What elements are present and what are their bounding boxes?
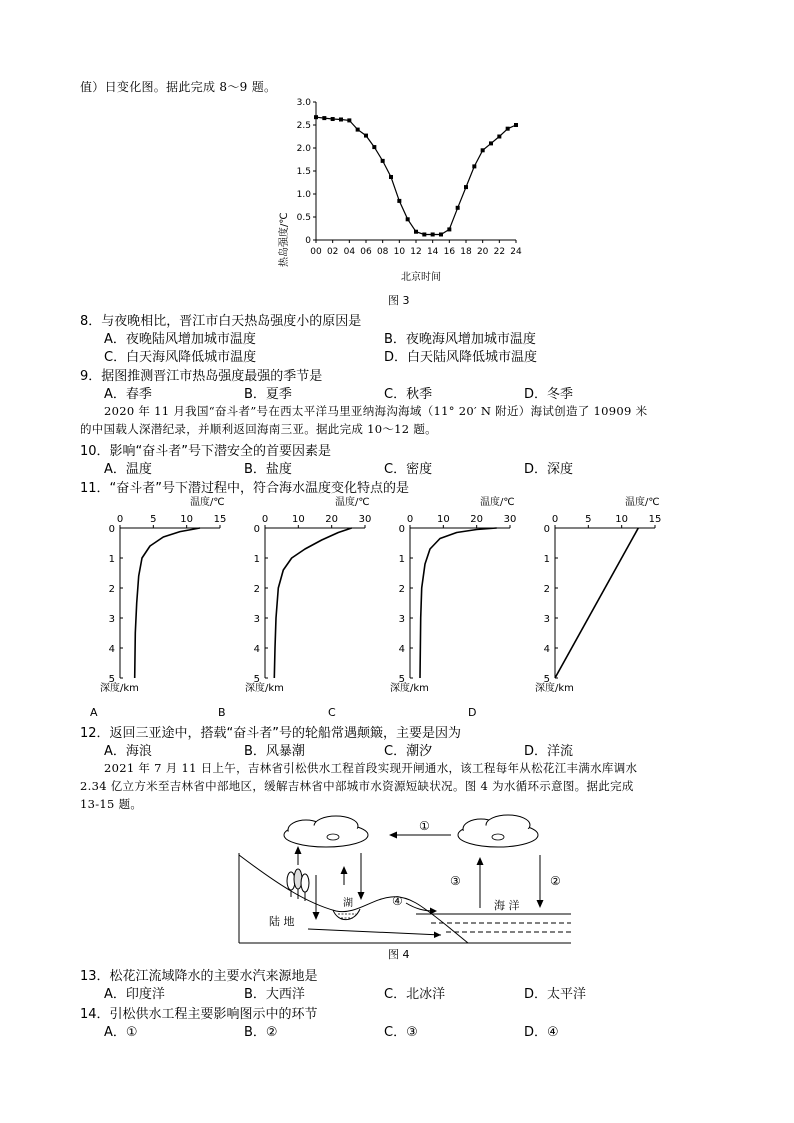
q11-depth-tick-label: 0 xyxy=(398,524,405,535)
land-surface xyxy=(239,855,468,943)
fig3-data-point xyxy=(322,116,326,120)
q11-depth-tick-label: 3 xyxy=(398,614,405,625)
fig3-x-tick-label: 20 xyxy=(476,247,489,257)
q10-stem: 10．影响“奋斗者”号下潜安全的首要因素是 xyxy=(80,444,332,459)
lake-label: 湖 xyxy=(343,898,353,909)
q9-option-b[interactable]: B．夏季 xyxy=(244,387,292,402)
q11-temp-tick-label: 10 xyxy=(180,514,194,525)
q11-depth-tick-label: 2 xyxy=(253,584,260,595)
fig3-data-point xyxy=(347,118,351,122)
q11-depth-tick-label: 3 xyxy=(253,614,260,625)
fig3-data-point xyxy=(397,199,401,203)
q11-temp-tick-label: 15 xyxy=(213,514,227,525)
fig3-data-point xyxy=(339,117,343,121)
q14-option-b[interactable]: B．② xyxy=(244,1025,278,1040)
arrow-1-head xyxy=(389,832,397,839)
fig3-x-tick-label: 18 xyxy=(460,247,472,257)
q8-option-b[interactable]: B．夜晚海风增加城市温度 xyxy=(384,332,536,347)
fig3-y-tick-label: 0 xyxy=(305,236,311,246)
fig3-y-tick-label: 1.0 xyxy=(296,190,311,200)
q11-profile-curve xyxy=(274,528,351,678)
q8-stem: 8．与夜晚相比，晋江市白天热岛强度小的原因是 xyxy=(80,314,362,329)
fig4-water-cycle-diagram xyxy=(236,813,576,945)
trees-icon xyxy=(287,869,309,901)
passage2-line1: 2020 年 11 月我国“奋斗者”号在西太平洋马里亚纳海沟海域（11° 20′ N 附近）海试创造了 10909 米 xyxy=(104,404,648,418)
q11-charts xyxy=(80,493,700,718)
fig3-data-point xyxy=(431,232,435,236)
fig3-data-point xyxy=(364,134,368,138)
fig3-y-tick-label: 2.5 xyxy=(296,121,311,131)
fig3-data-point xyxy=(472,164,476,168)
q11-temp-tick-label: 15 xyxy=(648,514,662,525)
q11-depth-tick-label: 5 xyxy=(108,674,115,685)
fig3-x-tick-label: 10 xyxy=(393,247,406,257)
fig3-data-point xyxy=(464,185,468,189)
fig3-data-point xyxy=(414,230,418,234)
q12-option-b[interactable]: B．风暴潮 xyxy=(244,744,305,759)
q14-option-a[interactable]: A．① xyxy=(104,1025,138,1040)
q10-option-c[interactable]: C．密度 xyxy=(384,462,433,477)
label-3: ③ xyxy=(450,874,461,888)
q11-option-letter: B xyxy=(218,706,226,718)
q11-temp-tick-label: 10 xyxy=(615,514,629,525)
fig3-y-tick-label: 0.5 xyxy=(296,213,311,223)
q11-temp-tick-label: 10 xyxy=(436,514,450,525)
q11-profile-curve xyxy=(555,528,638,678)
fig3-data-point xyxy=(406,217,410,221)
q11-depth-label: 深度/km xyxy=(390,683,429,694)
label-2: ② xyxy=(550,874,561,888)
cloud-right xyxy=(458,815,538,847)
arrow-4 xyxy=(406,903,434,911)
fig3-data-point xyxy=(481,148,485,152)
q11-temp-label: 温度/℃ xyxy=(190,497,225,508)
q11-temp-tick-label: 20 xyxy=(325,514,339,525)
q11-temp-label: 温度/℃ xyxy=(625,497,660,508)
fig3-ylabel: 热岛强度/℃ xyxy=(279,212,290,267)
q11-depth-label: 深度/km xyxy=(245,683,284,694)
fig3-data-point xyxy=(489,141,493,145)
q11-stem: 11．“奋斗者”号下潜过程中，符合海水温度变化特点的是 xyxy=(80,481,410,496)
fig3-y-tick-label: 2.0 xyxy=(296,144,311,154)
fig3-data-point xyxy=(514,123,518,127)
fig3-data-point xyxy=(372,145,376,149)
q8-option-d[interactable]: D．白天陆风降低城市温度 xyxy=(384,350,538,365)
fig3-data-point xyxy=(381,159,385,163)
intro-text: 值）日变化图。据此完成 8～9 题。 xyxy=(80,80,277,94)
q11-depth-tick-label: 5 xyxy=(543,674,550,685)
q11-depth-tick-label: 2 xyxy=(108,584,115,595)
fig3-x-tick-label: 16 xyxy=(443,247,456,257)
fig3-x-tick-label: 02 xyxy=(326,247,339,257)
fig3-x-tick-label: 22 xyxy=(493,247,506,257)
q11-temp-tick-label: 0 xyxy=(261,514,269,525)
groundwater-arrowhead xyxy=(434,932,441,939)
q11-depth-tick-label: 0 xyxy=(108,524,115,535)
q11-temp-tick-label: 30 xyxy=(503,514,517,525)
q11-chart-b xyxy=(218,495,371,718)
passage3-line3: 13-15 题。 xyxy=(80,797,143,811)
fig3-x-tick-label: 08 xyxy=(376,247,389,257)
q11-depth-tick-label: 2 xyxy=(543,584,550,595)
groundwater-arrow xyxy=(308,929,441,935)
fig3-data-point xyxy=(497,135,501,139)
arrow-3-head xyxy=(477,857,484,865)
q9-option-c[interactable]: C．秋季 xyxy=(384,387,433,402)
q11-depth-tick-label: 0 xyxy=(253,524,260,535)
fig3-x-tick-label: 14 xyxy=(426,247,439,257)
q11-depth-label: 深度/km xyxy=(100,683,139,694)
q11-temp-label: 温度/℃ xyxy=(335,497,370,508)
q9-stem: 9．据图推测晋江市热岛强度最强的季节是 xyxy=(80,369,323,384)
q13-option-d[interactable]: D．太平洋 xyxy=(524,987,587,1002)
q11-depth-tick-label: 0 xyxy=(543,524,550,535)
q11-depth-tick-label: 5 xyxy=(253,674,260,685)
q11-depth-tick-label: 1 xyxy=(398,554,405,565)
fig3-caption: 图 3 xyxy=(388,294,410,307)
fig3-series-line xyxy=(316,117,516,234)
q10-option-d[interactable]: D．深度 xyxy=(524,462,574,477)
q13-stem: 13．松花江流域降水的主要水汽来源地是 xyxy=(80,969,318,984)
q11-depth-tick-label: 3 xyxy=(108,614,115,625)
arrow-2-head xyxy=(537,900,544,908)
land-label: 陆 地 xyxy=(269,915,295,928)
arrow-4-head xyxy=(430,908,437,915)
q11-temp-tick-label: 0 xyxy=(116,514,124,525)
label-4: ④ xyxy=(392,894,403,908)
fig3-x-tick-label: 06 xyxy=(360,247,372,257)
passage2-line2: 的中国载人深潜纪录，并顺利返回海南三亚。据此完成 10～12 题。 xyxy=(80,422,437,436)
q11-depth-tick-label: 2 xyxy=(398,584,405,595)
q8-option-a[interactable]: A．夜晚陆风增加城市温度 xyxy=(104,332,256,347)
fig3-data-point xyxy=(389,175,393,179)
q11-temp-tick-label: 5 xyxy=(150,514,157,525)
q14-stem: 14．引松供水工程主要影响图示中的环节 xyxy=(80,1007,318,1022)
q11-option-letter: A xyxy=(90,706,98,718)
q11-depth-label: 深度/km xyxy=(535,683,574,694)
q12-stem: 12．返回三亚途中，搭载“奋斗者”号的轮船常遇颠簸，主要是因为 xyxy=(80,726,462,741)
fig3-data-point xyxy=(314,115,318,119)
q9-option-d[interactable]: D．冬季 xyxy=(524,387,574,402)
fig3-data-point xyxy=(447,227,451,231)
q11-depth-tick-label: 4 xyxy=(398,644,405,655)
fig3-data-point xyxy=(331,117,335,121)
q12-option-c[interactable]: C．潮汐 xyxy=(384,744,433,759)
q11-depth-tick-label: 5 xyxy=(398,674,405,685)
ocean-label: 海 洋 xyxy=(494,899,520,912)
q13-option-c[interactable]: C．北冰洋 xyxy=(384,987,446,1002)
fig3-y-tick-label: 3.0 xyxy=(296,98,311,108)
q11-depth-tick-label: 3 xyxy=(543,614,550,625)
fig3-data-point xyxy=(456,206,460,210)
fig3-x-tick-label: 24 xyxy=(510,247,522,257)
q11-temp-tick-label: 30 xyxy=(358,514,372,525)
q14-option-d[interactable]: D．④ xyxy=(524,1025,559,1040)
q11-option-letter: D xyxy=(468,706,477,718)
fig4-caption: 图 4 xyxy=(388,948,410,961)
fig3-xlabel: 北京时间 xyxy=(401,272,441,283)
q10-option-a[interactable]: A．温度 xyxy=(104,462,152,477)
label-1: ① xyxy=(419,819,430,833)
q11-depth-tick-label: 1 xyxy=(253,554,260,565)
q12-option-d[interactable]: D．洋流 xyxy=(524,744,574,759)
q9-option-a[interactable]: A．春季 xyxy=(104,387,152,402)
q11-depth-tick-label: 1 xyxy=(543,554,550,565)
fig3-chart xyxy=(270,92,540,287)
fig3-data-point xyxy=(422,232,426,236)
cloud-left xyxy=(284,816,368,847)
fig3-data-point xyxy=(506,127,510,131)
passage3-line2: 2.34 亿立方米至吉林省中部地区，缓解吉林省中部城市水资源短缺状况。图 4 为水循环示意图。据此完成 xyxy=(80,779,634,793)
q11-depth-tick-label: 4 xyxy=(108,644,115,655)
q14-option-c[interactable]: C．③ xyxy=(384,1025,418,1040)
q11-depth-tick-label: 4 xyxy=(253,644,260,655)
q11-profile-curve xyxy=(420,528,497,678)
q11-option-letter: C xyxy=(328,706,336,718)
q11-temp-tick-label: 0 xyxy=(551,514,559,525)
q11-depth-tick-label: 1 xyxy=(108,554,115,565)
fig3-x-tick-label: 12 xyxy=(410,247,422,257)
passage3-line1: 2021 年 7 月 11 日上午，吉林省引松供水工程首段实现开闸通水，该工程每年从松花江丰满水库调水 xyxy=(104,761,638,775)
q11-chart-a xyxy=(90,495,226,718)
q13-option-a[interactable]: A．印度洋 xyxy=(104,987,165,1002)
fig3-data-point xyxy=(439,232,443,236)
q11-temp-tick-label: 10 xyxy=(291,514,305,525)
fig3-y-tick-label: 1.5 xyxy=(296,167,311,177)
q11-temp-tick-label: 0 xyxy=(406,514,414,525)
fig3-data-point xyxy=(356,128,360,132)
q13-option-b[interactable]: B．大西洋 xyxy=(244,987,305,1002)
q11-depth-tick-label: 4 xyxy=(543,644,550,655)
fig3-series xyxy=(314,115,518,236)
q8-option-c[interactable]: C．白天海风降低城市温度 xyxy=(104,350,257,365)
q11-temp-tick-label: 5 xyxy=(585,514,592,525)
q11-temp-tick-label: 20 xyxy=(470,514,484,525)
q10-option-b[interactable]: B．盐度 xyxy=(244,462,292,477)
fig3-x-tick-label: 04 xyxy=(343,247,356,257)
q11-profile-curve xyxy=(135,528,200,678)
fig3-x-tick-label: 00 xyxy=(310,247,322,257)
q12-option-a[interactable]: A．海浪 xyxy=(104,744,152,759)
q11-temp-label: 温度/℃ xyxy=(480,497,515,508)
fig3-axes xyxy=(297,98,522,257)
